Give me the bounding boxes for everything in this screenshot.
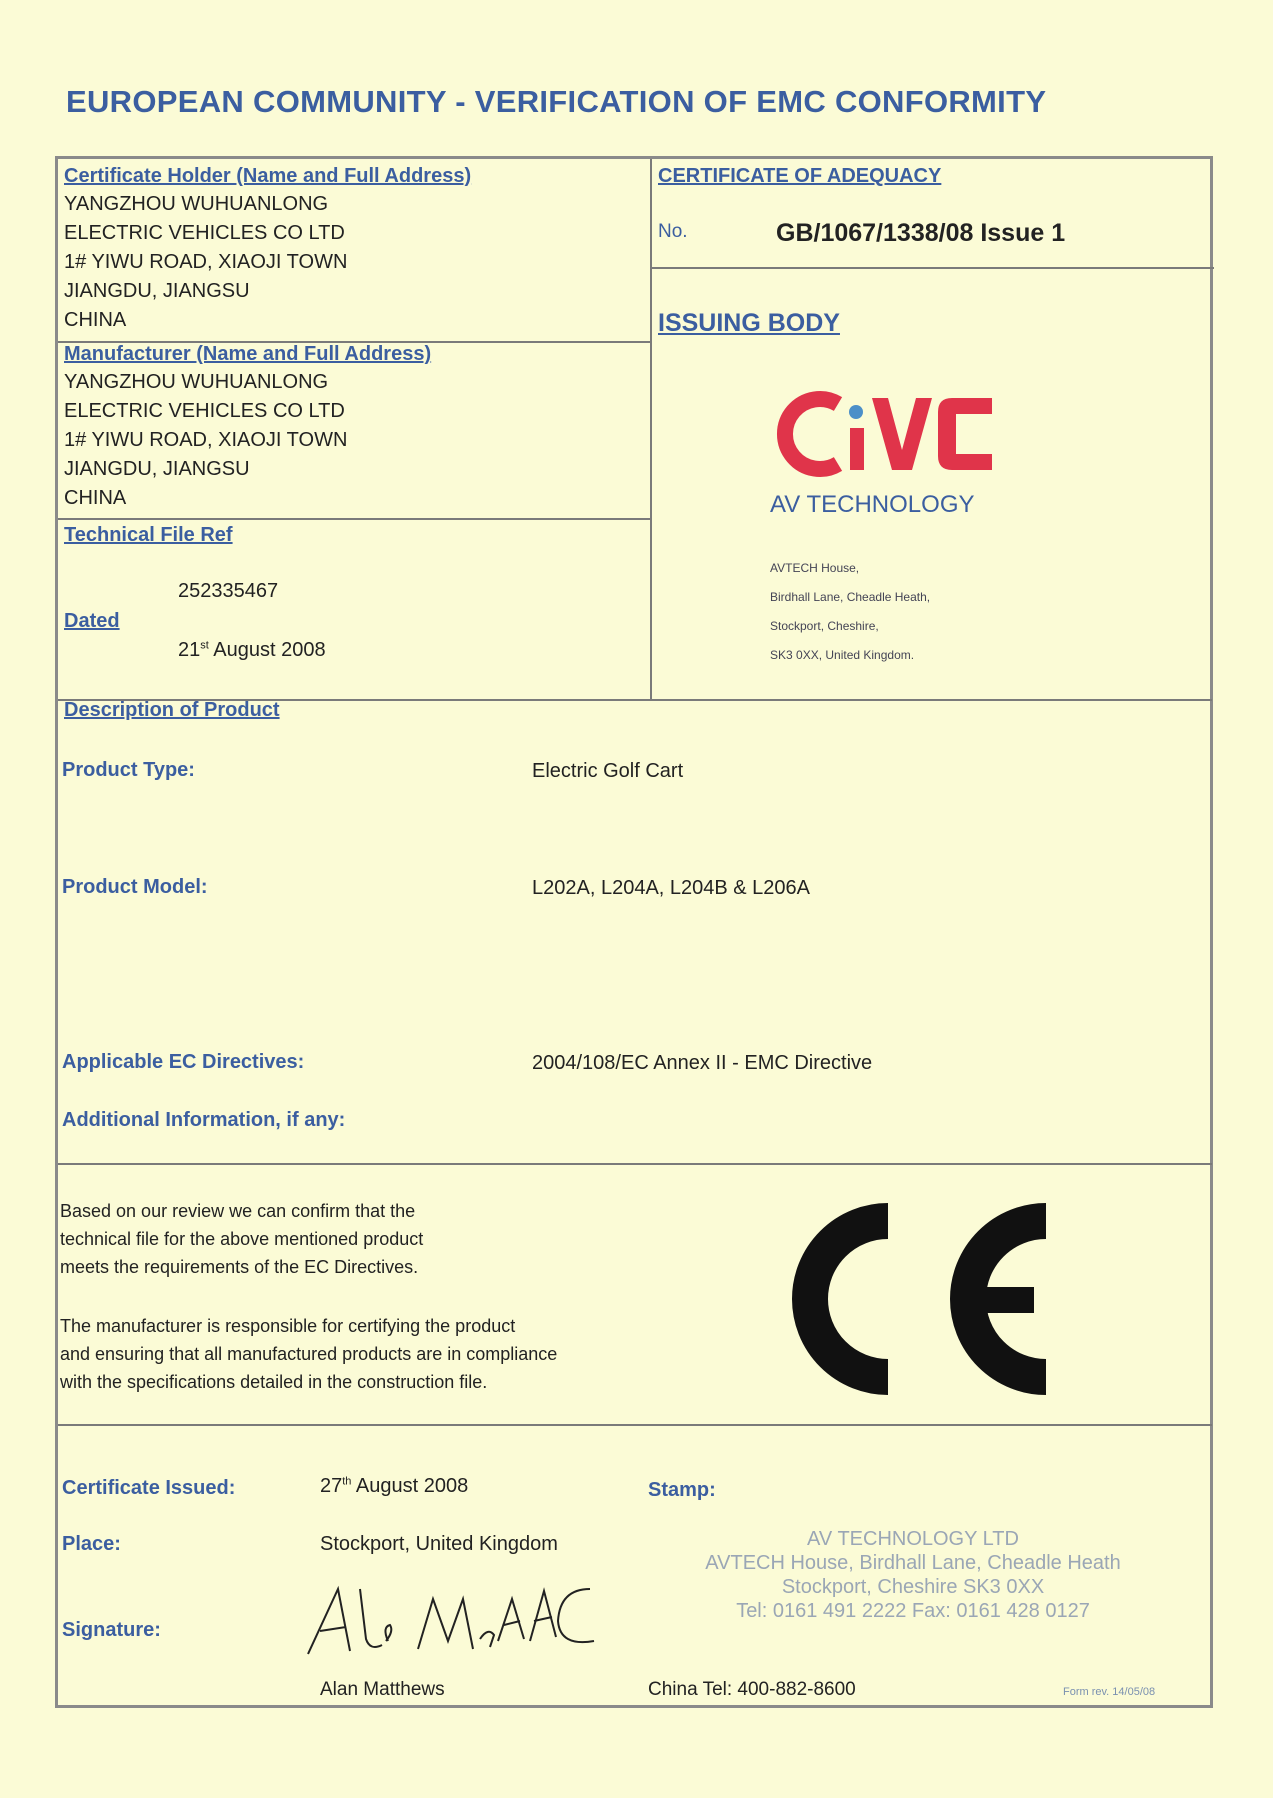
statement-paragraph-2: The manufacturer is responsible for certifying the product and ensuring that all manufactured products are in compliance with the specifications detailed in the construction file.	[60, 1316, 558, 1392]
signature-image	[298, 1569, 598, 1669]
address-line: 1# YIWU ROAD, XIAOJI TOWN	[64, 251, 348, 273]
address-line: CHINA	[64, 487, 127, 509]
ce-mark-icon	[758, 1199, 1058, 1399]
address-line: SK3 0XX, United Kingdom.	[770, 648, 915, 662]
stamp-label: Stamp:	[648, 1479, 716, 1501]
address-line: YANGZHOU WUHUANLONG	[64, 193, 329, 215]
holder-address	[64, 190, 644, 335]
address-line: YANGZHOU WUHUANLONG	[64, 371, 329, 393]
ce-mark	[758, 1199, 1058, 1399]
product-type-value: Electric Golf Cart	[532, 760, 684, 782]
additional-info-label: Additional Information, if any:	[62, 1109, 346, 1131]
certificate-header: CERTIFICATE OF ADEQUACY	[658, 165, 942, 187]
address-line: ELECTRIC VEHICLES CO LTD	[64, 400, 345, 422]
product-model-value: L202A, L204A, L204B & L206A	[532, 877, 811, 899]
certificate-issued-date: 27th August 2008	[320, 1475, 469, 1497]
signature-label: Signature:	[62, 1619, 161, 1641]
address-line: 1# YIWU ROAD, XIAOJI TOWN	[64, 429, 348, 451]
place-value: Stockport, United Kingdom	[320, 1533, 558, 1555]
issue-divider	[58, 1424, 1212, 1426]
product-model-label: Product Model:	[62, 876, 208, 898]
address-line: JIANGDU, JIANGSU	[64, 280, 250, 302]
issuing-body-logo	[768, 384, 1068, 518]
manufacturer-address	[64, 368, 644, 513]
address-line: CHINA	[64, 309, 127, 331]
certificate-divider	[650, 267, 1214, 269]
signature	[298, 1569, 598, 1674]
place-label: Place:	[62, 1533, 121, 1555]
manufacturer-section	[64, 343, 644, 513]
issuing-body-address	[770, 554, 930, 670]
statement-paragraph-1: Based on our review we can confirm that the technical file for the above mentioned product meets the requirements of the EC Directives.	[60, 1201, 424, 1277]
manufacturer-header: Manufacturer (Name and Full Address)	[64, 343, 432, 365]
directives-label: Applicable EC Directives:	[62, 1051, 305, 1073]
certificate-frame	[55, 156, 1213, 1708]
address-line: Birdhall Lane, Cheadle Heath,	[770, 590, 931, 604]
certificate-issued-label: Certificate Issued:	[62, 1477, 236, 1499]
product-type-label: Product Type:	[62, 759, 195, 781]
top-column-divider	[650, 159, 652, 699]
statement-divider	[58, 1163, 1212, 1165]
holder-header: Certificate Holder (Name and Full Address)	[64, 165, 472, 187]
technical-file-header: Technical File Ref	[64, 524, 233, 546]
description-header: Description of Product	[64, 699, 280, 721]
china-tel: China Tel: 400-882-8600	[648, 1679, 856, 1700]
certificate-no-label: No.	[658, 221, 688, 242]
document-title: EUROPEAN COMMUNITY - VERIFICATION OF EMC CONFORMITY	[66, 84, 1047, 119]
address-line: Stockport, Cheshire,	[770, 619, 879, 633]
manufacturer-divider	[58, 518, 650, 520]
address-line: JIANGDU, JIANGSU	[64, 458, 250, 480]
directives-value: 2004/108/EC Annex II - EMC Directive	[532, 1052, 873, 1074]
logo-subtitle: AV TECHNOLOGY	[770, 491, 975, 518]
company-stamp: AV TECHNOLOGY LTD AVTECH House, Birdhall Lane, Cheadle Heath Stockport, Cheshire SK3 0XX Tel: 0161 491 2222 Fax: 0161 428 0127	[705, 1528, 1121, 1622]
dated-label: Dated	[64, 610, 120, 632]
civc-logo-icon	[768, 384, 1008, 484]
form-revision: Form rev. 14/05/08	[1063, 1686, 1156, 1698]
address-line: ELECTRIC VEHICLES CO LTD	[64, 222, 345, 244]
address-line: AVTECH House,	[770, 561, 860, 575]
certificate-number: GB/1067/1338/08 Issue 1	[776, 219, 1066, 247]
issuing-body-header: ISSUING BODY	[658, 309, 840, 337]
holder-section	[64, 165, 644, 335]
technical-file-ref: 252335467	[178, 580, 279, 602]
technical-file-date: 21st August 2008	[178, 639, 326, 661]
signatory-name: Alan Matthews	[320, 1679, 445, 1700]
